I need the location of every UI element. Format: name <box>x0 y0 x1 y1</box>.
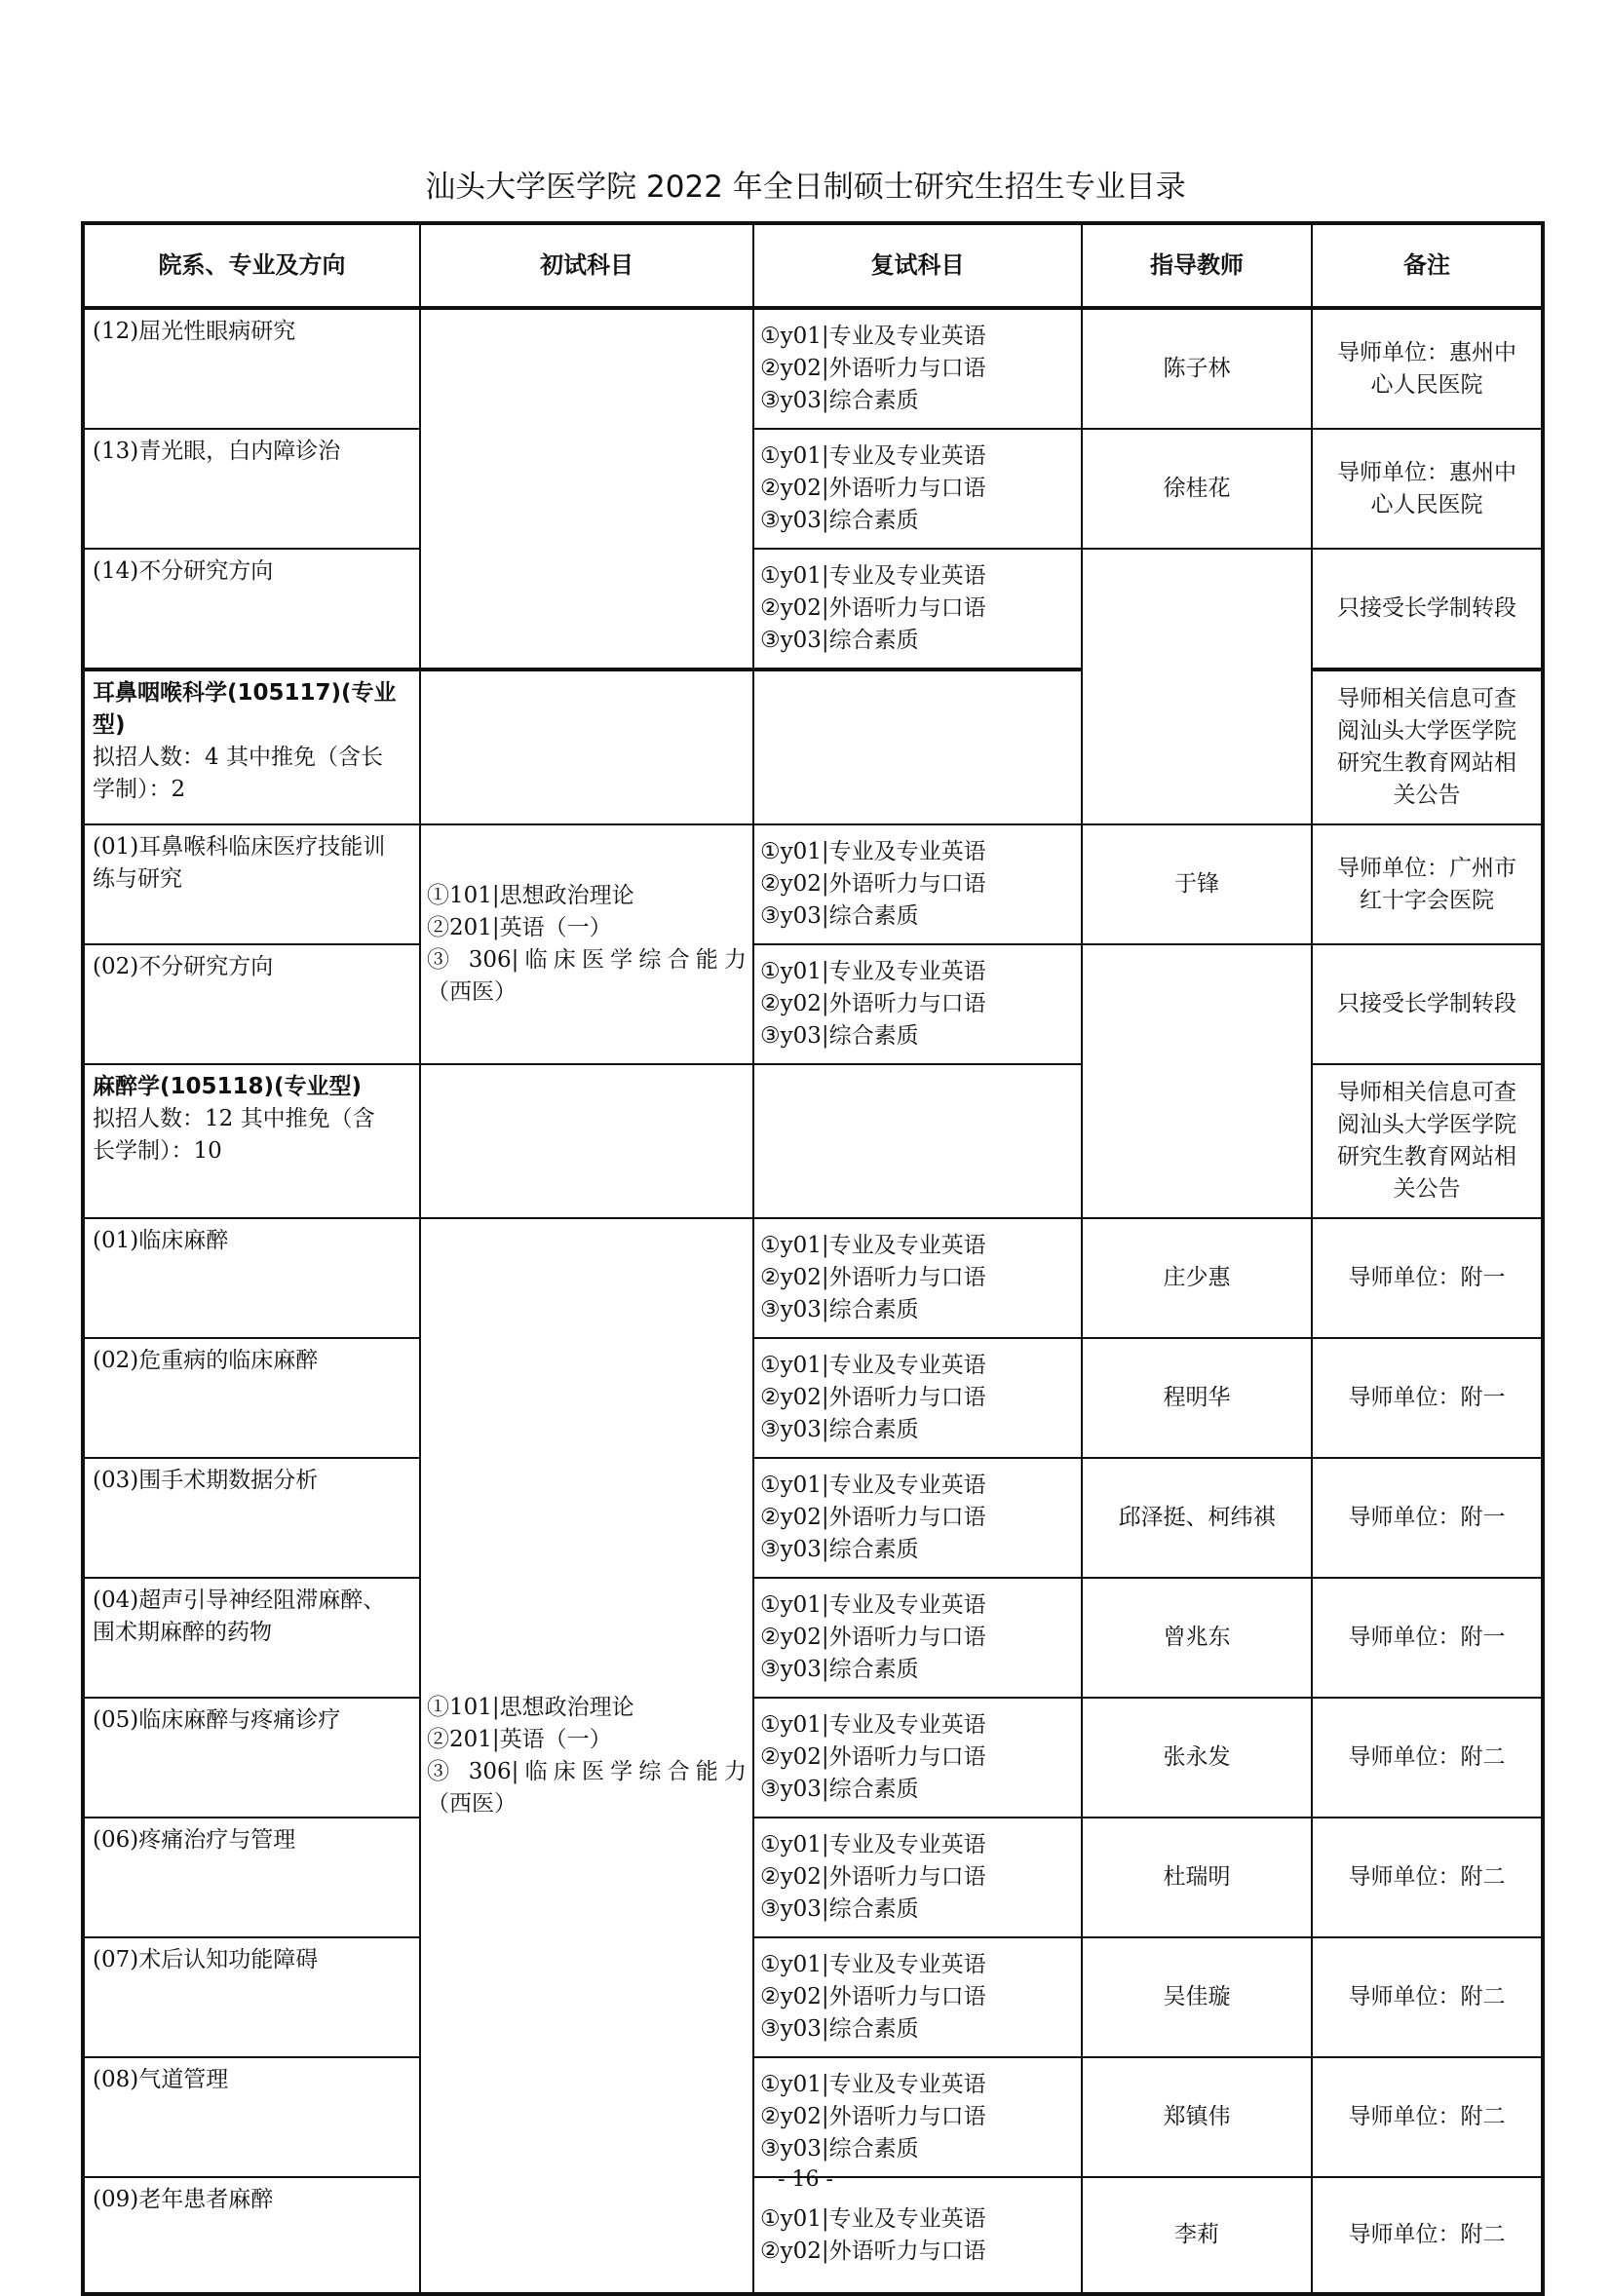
tutor-cell: 徐桂花 <box>1082 429 1312 549</box>
retest-cell: ①y01|专业及专业英语 ②y02|外语听力与口语 ③y03|综合素质 <box>753 549 1082 670</box>
retest-cell: ①y01|专业及专业英语 ②y02|外语听力与口语 ③y03|综合素质 <box>753 1218 1082 1338</box>
direction-cell: (01)耳鼻喉科临床医疗技能训 练与研究 <box>83 824 420 944</box>
note-cell: 只接受长学制转段 <box>1312 944 1543 1064</box>
tutor-cell: 程明华 <box>1082 1338 1312 1458</box>
retest-cell: ①y01|专业及专业英语 ②y02|外语听力与口语 ③y03|综合素质 <box>753 1937 1082 2057</box>
table-row <box>83 1937 1543 2057</box>
retest-cell: ①y01|专业及专业英语 ②y02|外语听力与口语 ③y03|综合素质 <box>753 1698 1082 1818</box>
tutor-cell: 陈子林 <box>1082 308 1312 429</box>
note-cell: 导师单位：附二 <box>1312 2177 1543 2294</box>
initial-exam-cell: ①101|思想政治理论 ②201|英语（一） ③ 306|临床医学综合能力 （西医） <box>420 1218 753 2294</box>
note-cell: 导师单位：广州市 红十字会医院 <box>1312 824 1543 944</box>
initial-exam-cell-empty <box>420 308 753 670</box>
enrollment-catalog-table <box>81 221 1545 2296</box>
direction-cell: (04)超声引导神经阻滞麻醉、 围术期麻醉的药物 <box>83 1578 420 1698</box>
retest-cell: ①y01|专业及专业英语 ②y02|外语听力与口语 ③y03|综合素质 <box>753 944 1082 1064</box>
direction-cell: (01)临床麻醉 <box>83 1218 420 1338</box>
header-initial-exam: 初试科目 <box>420 223 753 308</box>
direction-cell: (07)术后认知功能障碍 <box>83 1937 420 2057</box>
document-title: 汕头大学医学院 2022 年全日制硕士研究生招生专业目录 <box>425 170 1186 205</box>
retest-cell: ①y01|专业及专业英语 ②y02|外语听力与口语 ③y03|综合素质 <box>753 1458 1082 1578</box>
tutor-cell-empty <box>1082 944 1312 1218</box>
header-direction: 院系、专业及方向 <box>83 223 420 308</box>
direction-cell: (06)疼痛治疗与管理 <box>83 1818 420 1937</box>
tutor-cell: 邱泽挺、柯纬祺 <box>1082 1458 1312 1578</box>
direction-cell: (14)不分研究方向 <box>83 549 420 670</box>
note-cell: 只接受长学制转段 <box>1312 549 1543 670</box>
note-cell: 导师单位：附一 <box>1312 1338 1543 1458</box>
tutor-cell: 张永发 <box>1082 1698 1312 1818</box>
tutor-cell: 李莉 <box>1082 2177 1312 2294</box>
note-cell: 导师单位：附一 <box>1312 1578 1543 1698</box>
note-cell: 导师单位：惠州中 心人民医院 <box>1312 429 1543 549</box>
retest-cell-empty <box>753 1064 1082 1218</box>
note-cell: 导师相关信息可查 阅汕头大学医学院 研究生教育网站相 关公告 <box>1312 670 1543 824</box>
table-row <box>83 2057 1543 2177</box>
direction-cell: (09)老年患者麻醉 <box>83 2177 420 2294</box>
note-cell: 导师单位：附二 <box>1312 1937 1543 2057</box>
tutor-cell: 吴佳璇 <box>1082 1937 1312 2057</box>
table-row <box>83 1218 1543 1338</box>
retest-cell: ①y01|专业及专业英语 ②y02|外语听力与口语 ③y03|综合素质 <box>753 824 1082 944</box>
retest-cell: ①y01|专业及专业英语 ②y02|外语听力与口语 ③y03|综合素质 <box>753 1818 1082 1937</box>
header-retest: 复试科目 <box>753 223 1082 308</box>
major-heading-cell: 耳鼻咽喉科学(105117)(专业 型) 拟招人数：4 其中推免（含长 学制）：2 <box>83 670 420 824</box>
note-cell: 导师单位：附二 <box>1312 1818 1543 1937</box>
major-row-anesthesiology <box>83 1064 1543 1218</box>
table-row <box>83 2177 1543 2294</box>
table-row <box>83 1698 1543 1818</box>
retest-cell: ①y01|专业及专业英语 ②y02|外语听力与口语 ③y03|综合素质 <box>753 1338 1082 1458</box>
table-row <box>83 824 1543 944</box>
note-cell: 导师单位：附二 <box>1312 2057 1543 2177</box>
table-row <box>83 944 1543 1064</box>
initial-exam-cell-empty <box>420 670 753 824</box>
header-tutor: 指导教师 <box>1082 223 1312 308</box>
note-cell: 导师单位：附一 <box>1312 1218 1543 1338</box>
tutor-cell: 曾兆东 <box>1082 1578 1312 1698</box>
table-row <box>83 1578 1543 1698</box>
retest-cell: ①y01|专业及专业英语 ②y02|外语听力与口语 ③y03|综合素质 <box>753 1578 1082 1698</box>
note-cell: 导师单位：惠州中 心人民医院 <box>1312 308 1543 429</box>
table-row <box>83 1818 1543 1937</box>
initial-exam-cell-empty <box>420 1064 753 1218</box>
table-row <box>83 549 1543 670</box>
direction-cell: (12)屈光性眼病研究 <box>83 308 420 429</box>
page-number: - 16 - <box>778 2167 833 2192</box>
table-row <box>83 1338 1543 1458</box>
direction-cell: (02)危重病的临床麻醉 <box>83 1338 420 1458</box>
tutor-cell: 庄少惠 <box>1082 1218 1312 1338</box>
major-heading-cell: 麻醉学(105118)(专业型) 拟招人数：12 其中推免（含 长学制）：10 <box>83 1064 420 1218</box>
retest-cell: ①y01|专业及专业英语 ②y02|外语听力与口语 ③y03|综合素质 <box>753 429 1082 549</box>
note-cell: 导师单位：附二 <box>1312 1698 1543 1818</box>
direction-cell: (03)围手术期数据分析 <box>83 1458 420 1578</box>
retest-cell-empty <box>753 670 1082 824</box>
direction-cell: (13)青光眼，白内障诊治 <box>83 429 420 549</box>
tutor-cell-empty <box>1082 549 1312 824</box>
retest-cell: ①y01|专业及专业英语 ②y02|外语听力与口语 ③y03|综合素质 <box>753 308 1082 429</box>
initial-exam-cell: ①101|思想政治理论 ②201|英语（一） ③ 306|临床医学综合能力 （西医） <box>420 824 753 1064</box>
table-row <box>83 308 1543 429</box>
direction-cell: (02)不分研究方向 <box>83 944 420 1064</box>
retest-cell: ①y01|专业及专业英语 ②y02|外语听力与口语 <box>753 2177 1082 2294</box>
tutor-cell: 杜瑞明 <box>1082 1818 1312 1937</box>
note-cell: 导师单位：附一 <box>1312 1458 1543 1578</box>
direction-cell: (05)临床麻醉与疼痛诊疗 <box>83 1698 420 1818</box>
table-header-row <box>83 223 1543 308</box>
header-note: 备注 <box>1312 223 1543 308</box>
major-row-ent <box>83 670 1543 824</box>
retest-cell: ①y01|专业及专业英语 ②y02|外语听力与口语 ③y03|综合素质 <box>753 2057 1082 2177</box>
table-row <box>83 1458 1543 1578</box>
tutor-cell: 郑镇伟 <box>1082 2057 1312 2177</box>
table-row <box>83 429 1543 549</box>
direction-cell: (08)气道管理 <box>83 2057 420 2177</box>
note-cell: 导师相关信息可查 阅汕头大学医学院 研究生教育网站相 关公告 <box>1312 1064 1543 1218</box>
tutor-cell: 于锋 <box>1082 824 1312 944</box>
